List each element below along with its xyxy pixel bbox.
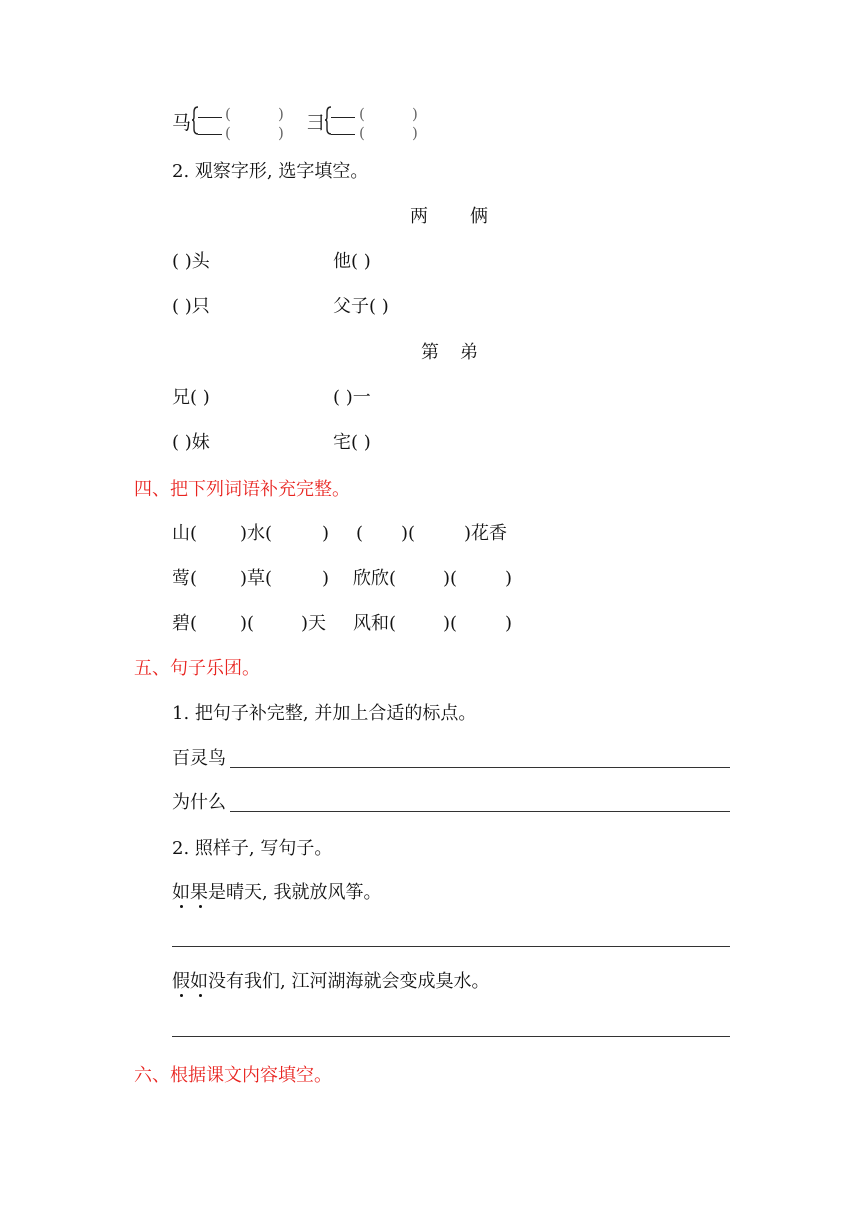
choice-char: 俩 [470,206,488,227]
answer-line[interactable] [172,1036,730,1037]
idiom-part: 欣欣( [353,568,397,589]
answer-line[interactable] [172,946,730,947]
fill-item: ( )一 [333,387,371,408]
emphasis-dot [180,905,183,908]
paren-open: ( [359,105,365,123]
idiom-part: )( [240,613,255,634]
paren-close: ) [278,124,284,142]
idiom-part: )天 [301,613,327,634]
brace-icon [191,105,199,135]
split-diagram-ma [172,105,292,145]
fill-item: 父子( ) [333,296,389,317]
emphasis-dot [180,994,183,997]
question-title: 2. 照样子, 写句子。 [172,838,333,859]
choice-char: 第 [421,342,439,363]
fill-item: ( )只 [172,296,210,317]
idiom-part: )( [443,568,458,589]
section-heading: 六、根据课文内容填空。 [134,1065,332,1086]
fill-item: ( )妹 [172,432,210,453]
example-sentence: 假如没有我们, 江河湖海就会变成臭水。 [172,971,490,992]
split-char: 彐 [306,112,326,134]
section-heading: 五、句子乐团。 [134,658,260,679]
idiom-part: )水( [240,523,273,544]
idiom-part: ) [505,568,513,589]
paren-open: ( [225,124,231,142]
section-heading: 四、把下列词语补充完整。 [134,479,350,500]
idiom-part: )( [443,613,458,634]
fill-item: 他( ) [333,251,371,272]
idiom-part: )草( [240,568,273,589]
example-sentence: 如果是晴天, 我就放风筝。 [172,882,382,903]
answer-line[interactable] [230,767,730,768]
idiom-part: 碧( [172,613,198,634]
blank-line [331,117,355,118]
idiom-part: ( [356,523,364,544]
idiom-part: 莺( [172,568,198,589]
question-title: 2. 观察字形, 选字填空。 [172,161,369,182]
split-char: 马 [172,112,192,134]
answer-line[interactable] [230,811,730,812]
emphasis-dot [199,994,202,997]
sentence-start: 百灵鸟 [172,748,226,769]
idiom-part: 风和( [353,613,397,634]
idiom-part: )( [401,523,416,544]
blank-line [198,117,222,118]
idiom-part: 山( [172,523,198,544]
paren-open: ( [225,105,231,123]
blank-line [198,134,222,135]
paren-close: ) [412,105,418,123]
fill-item: ( )头 [172,251,210,272]
paren-close: ) [278,105,284,123]
choice-char: 两 [410,206,428,227]
brace-icon [324,105,332,135]
blank-line [331,134,355,135]
choice-char: 弟 [460,342,478,363]
fill-item: 兄( ) [172,387,210,408]
idiom-part: ) [322,523,330,544]
fill-item: 宅( ) [333,432,371,453]
idiom-part: ) [322,568,330,589]
paren-close: ) [412,124,418,142]
idiom-part: ) [505,613,513,634]
sentence-start: 为什么 [172,792,226,813]
emphasis-dot [199,905,202,908]
idiom-part: )花香 [464,523,508,544]
paren-open: ( [359,124,365,142]
question-title: 1. 把句子补完整, 并加上合适的标点。 [172,703,477,724]
split-diagram-ji [306,105,436,145]
